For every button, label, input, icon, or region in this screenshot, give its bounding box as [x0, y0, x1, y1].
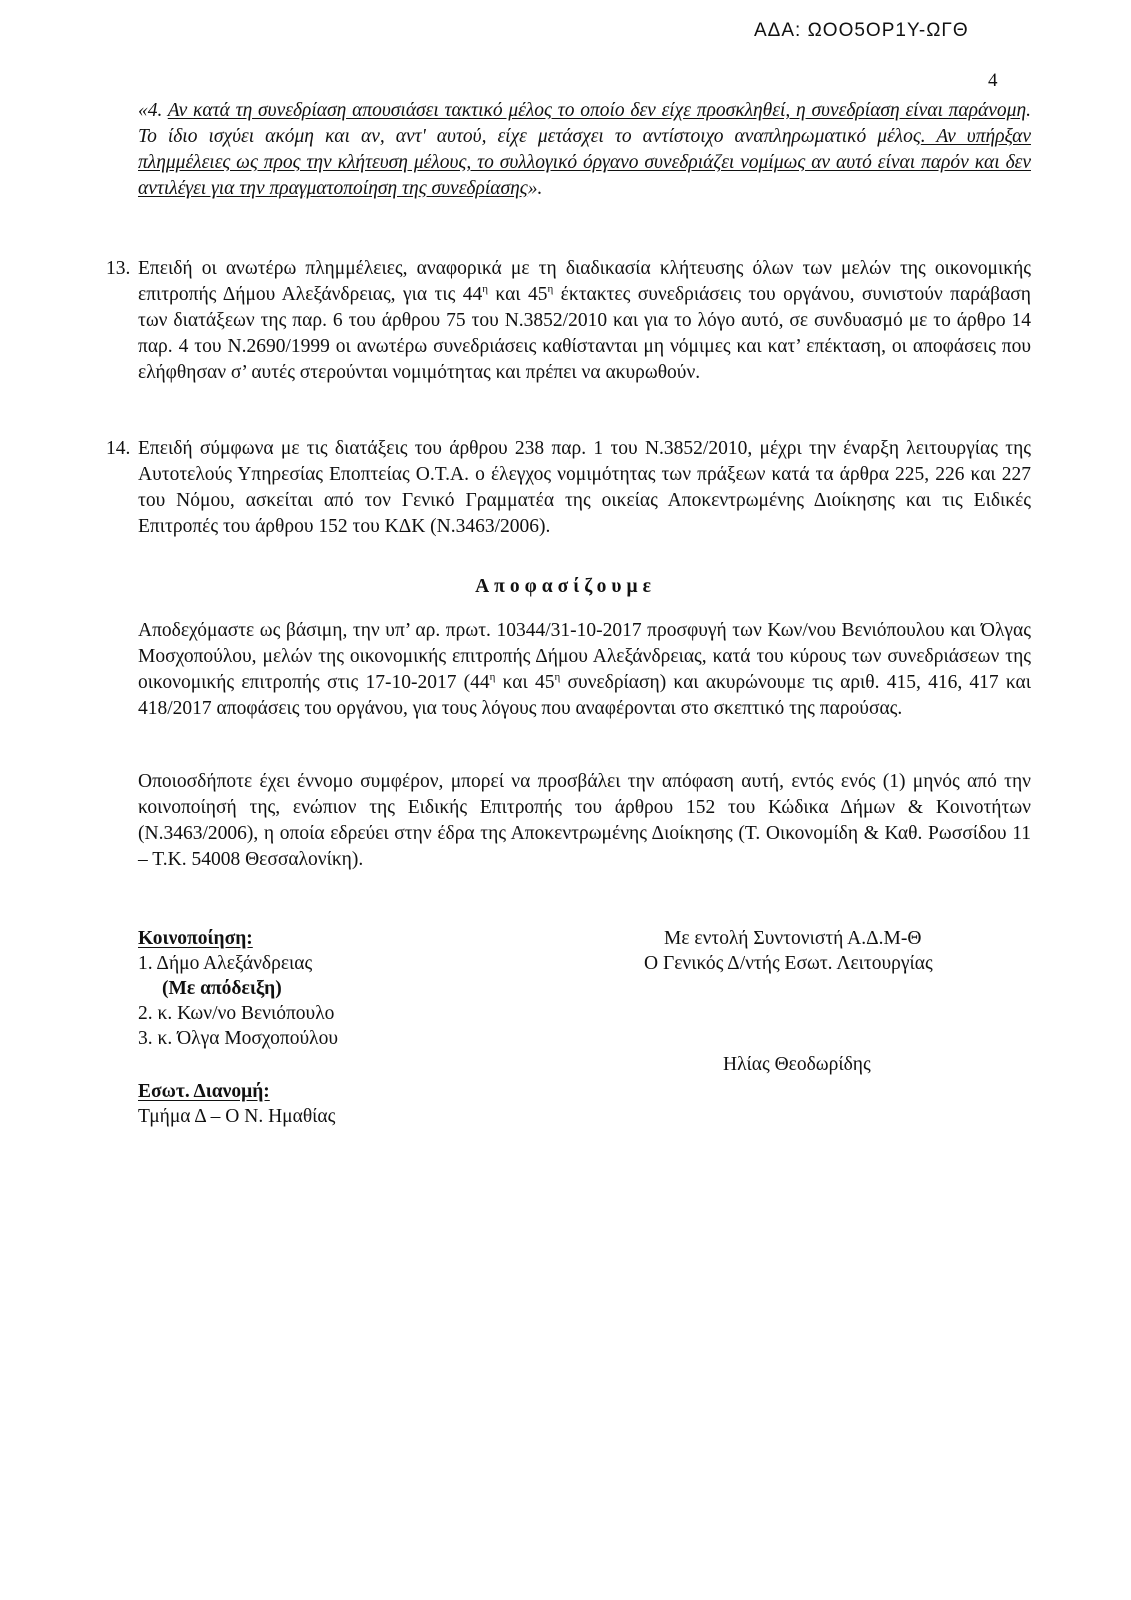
- notification-item-2: 2. κ. Κων/νο Βενιόπουλο: [138, 1003, 335, 1024]
- quoted-provision: [138, 98, 1031, 202]
- page-number: 4: [988, 70, 998, 91]
- decision-paragraph: Αποδεχόμαστε ως βάσιμη, την υπ’ αρ. πρωτ. 10344/31-10-2017 προσφυγή των Κων/νου Βενιόπουλου και Όλγας Μοσχοπούλου, μελών της οικονομικής επιτροπής Δήμου Αλεξάνδρειας, κατά του κύρους των συνεδριάσεων της οικονομικής επιτροπής στις 17-10-2017 ($44^\eta$ και $45^\eta$ συνεδρίαση) και ακυρώνουμε τις αριθ. 415, 416, 417 και 418/2017 αποφάσεις του οργάνου, για τους λόγους που αναφέρονται στο σκεπτικό της παρούσας.: [138, 620, 1031, 719]
- quote-close: ».: [527, 178, 543, 199]
- signature-authority: Με εντολή Συντονιστή Α.Δ.Μ-Θ: [664, 928, 922, 949]
- internal-distribution-title: Εσωτ. Διανομή:: [138, 1081, 270, 1102]
- internal-distribution-item: Τμήμα Δ – Ο Ν. Ημαθίας: [138, 1106, 336, 1127]
- decision-heading: Αποφασίζουμε: [475, 576, 656, 597]
- signature-role: Ο Γενικός Δ/ντής Εσωτ. Λειτουργίας: [644, 953, 933, 974]
- notification-item-3: 3. κ. Όλγα Μοσχοπούλου: [138, 1028, 339, 1049]
- point-13: [106, 256, 1031, 386]
- notification-title: Κοινοποίηση:: [138, 928, 253, 949]
- signatory-name: Ηλίας Θεοδωρίδης: [723, 1054, 871, 1075]
- quote-plain: . Το ίδιο ισχύει ακόμη και αν, αντ' αυτού, είχε μετάσχει το αντίστοιχο αναπληρωματικό μέλος: [138, 100, 1031, 147]
- notification-receipt-note: (Με απόδειξη): [162, 978, 282, 999]
- point-14-number: 14.: [106, 438, 131, 459]
- ada-code: ΑΔΑ: ΩΟΟ5ΟΡ1Υ-ΩΓΘ: [754, 20, 969, 41]
- quote-open: «4.: [138, 100, 168, 121]
- point-14-text: Επειδή σύμφωνα με τις διατάξεις του άρθρου 238 παρ. 1 του Ν.3852/2010, μέχρι την έναρξη λειτουργίας της Αυτοτελούς Υπηρεσίας Εποπτείας Ο.Τ.Α. ο έλεγχος νομιμότητας των πράξεων κατά τα άρθρα 225, 226 και 227 του Νόμου, ασκείται από τον Γενικό Γραμματέα της οικείας Αποκεντρωμένης Διοίκησης και τις Ειδικές Επιτροπές του άρθρου 152 του ΚΔΚ (Ν.3463/2006).: [138, 438, 1031, 537]
- point-13-text: Επειδή οι ανωτέρω πλημμέλειες, αναφορικά με τη διαδικασία κλήτευσης όλων των μελών της οικονομικής επιτροπής Δήμου Αλεξάνδρειας, για τις $44^\eta$ και $45^\eta$ έκτακτες συνεδριάσεις του οργάνου, συνιστούν παράβαση των διατάξεων της παρ. 6 του άρθρου 75 του Ν.3852/2010 και για το λόγο αυτό, σε συνδυασμό με το άρθρο 14 παρ. 4 του Ν.2690/1999 οι ανωτέρω συνεδριάσεις καθίστανται μη νόμιμες και κατ’ επέκταση, οι αποφάσεις που ελήφθησαν σ’ αυτές στερούνται νομιμότητας και πρέπει να ακυρωθούν.: [138, 258, 1031, 383]
- quote-underlined-1: Αν κατά τη συνεδρίαση απουσιάσει τακτικό μέλος το οποίο δεν είχε προσκληθεί, η συνεδρίαση είναι παράνομη: [167, 100, 1027, 121]
- appeal-paragraph: Οποιοσδήποτε έχει έννομο συμφέρον, μπορεί να προσβάλει την απόφαση αυτή, εντός ενός (1) μηνός από την κοινοποίησή της, ενώπιον της Ειδικής Επιτροπής του άρθρου 152 του Κώδικα Δήμων & Κοινοτήτων (Ν.3463/2006), η οποία εδρεύει στην έδρα της Αποκεντρωμένης Διοίκησης (Τ. Οικονομίδη & Καθ. Ρωσσίδου 11 – Τ.Κ. 54008 Θεσσαλονίκη).: [138, 771, 1031, 870]
- point-13-number: 13.: [106, 258, 131, 279]
- point-14: [106, 436, 1031, 540]
- notification-item-1: 1. Δήμο Αλεξάνδρειας: [138, 953, 313, 974]
- quote-underlined-2: . Αν υπήρξαν πλημμέλειες ως προς την κλήτευση μέλους, το συλλογικό όργανο συνεδριάζει νομίμως αν αυτό είναι παρόν και δεν αντιλέγει για την πραγματοποίηση της συνεδρίασης: [138, 126, 1031, 199]
